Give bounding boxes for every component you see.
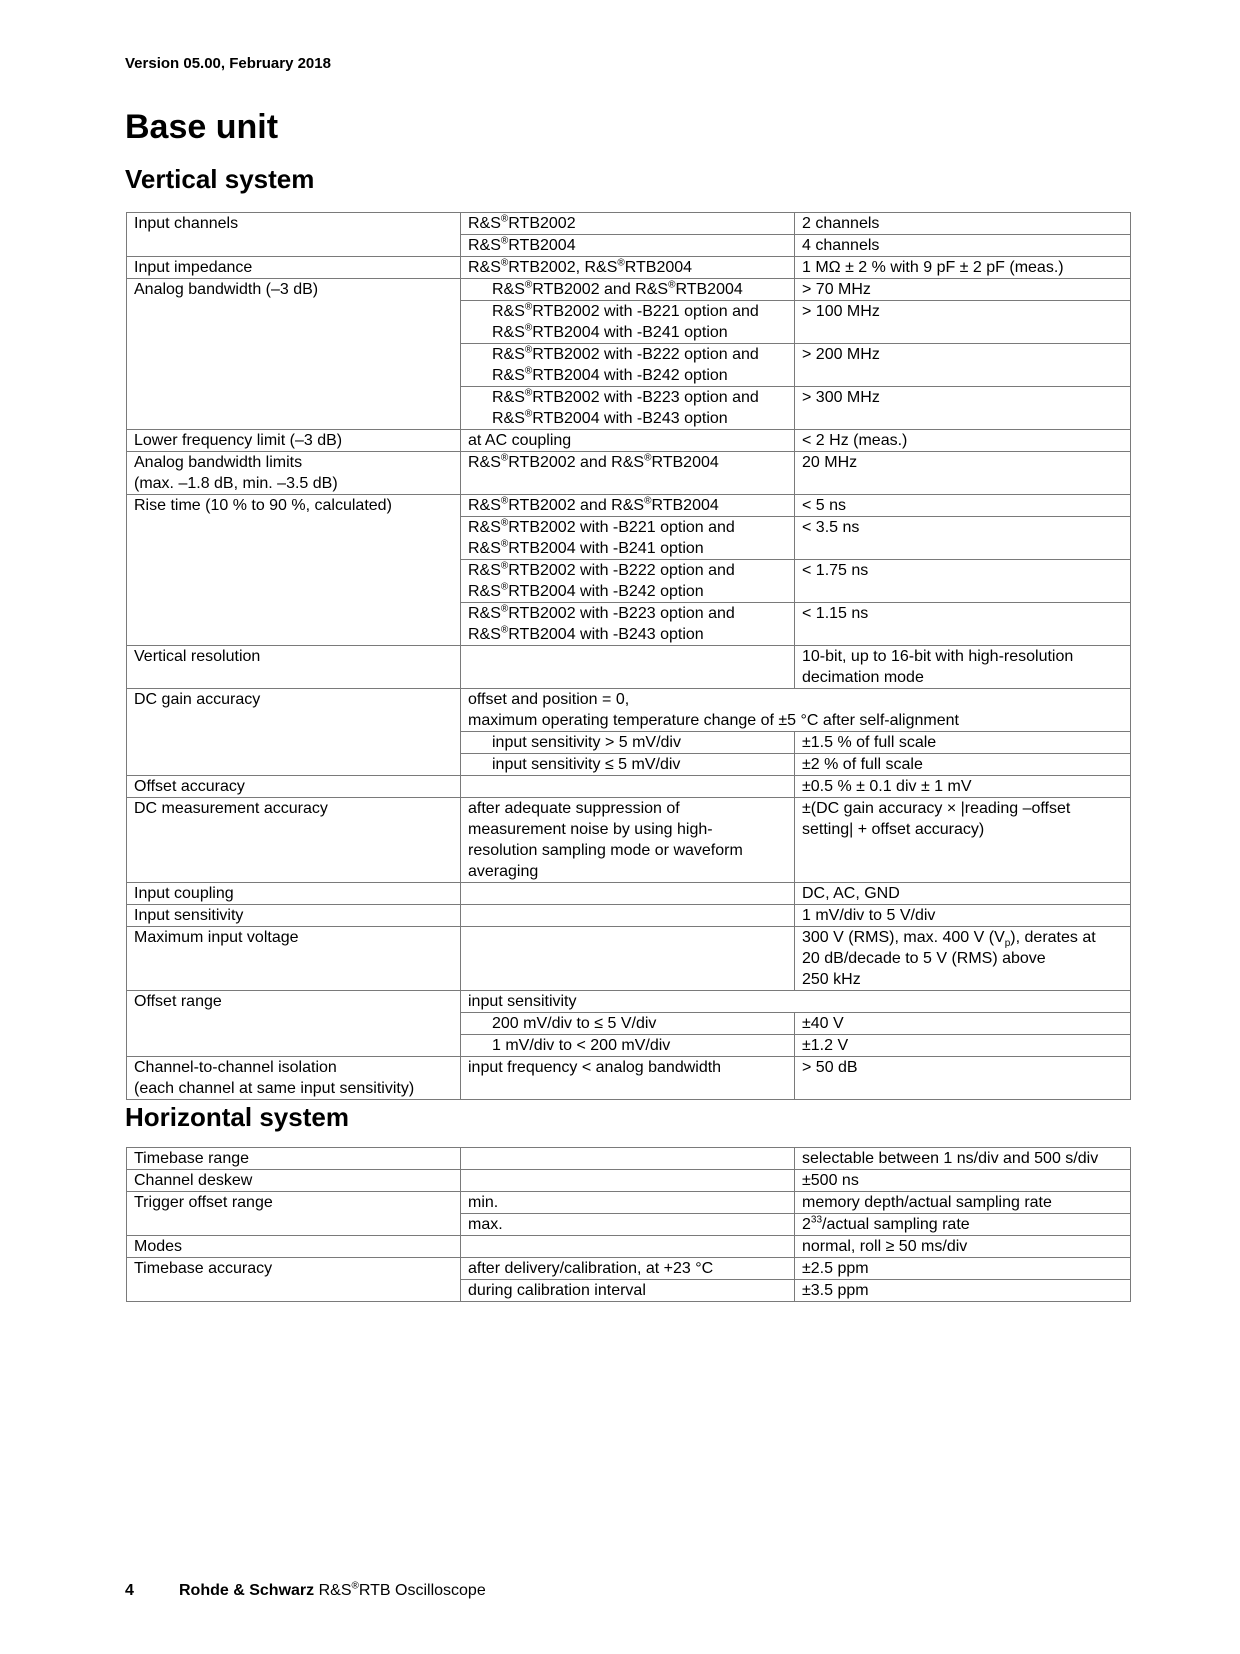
spec-label: Input coupling: [127, 883, 461, 905]
table-row: [127, 1013, 1131, 1035]
spec-label: DC measurement accuracy: [127, 798, 461, 883]
table-row: [127, 603, 1131, 646]
spec-condition: input sensitivity: [461, 991, 1131, 1013]
table-row: [127, 387, 1131, 430]
page-number: 4: [125, 1582, 134, 1599]
spec-value: 1 MΩ ± 2 % with 9 pF ± 2 pF (meas.): [795, 257, 1131, 279]
spec-condition: R&S®RTB2002 with -B221 option and R&S®RTB2004 with -B241 option: [461, 301, 795, 344]
spec-condition: after adequate suppression of measurement noise by using high- resolution sampling mode or waveform averaging: [461, 798, 795, 883]
spec-value: > 200 MHz: [795, 344, 1131, 387]
spec-condition: R&S®RTB2002, R&S®RTB2004: [461, 257, 795, 279]
spec-value: ±1.2 V: [795, 1035, 1131, 1057]
spec-value: selectable between 1 ns/div and 500 s/div: [795, 1148, 1131, 1170]
table-row: [127, 1192, 1131, 1214]
spec-condition: input sensitivity > 5 mV/div: [461, 732, 795, 754]
spec-condition: input frequency < analog bandwidth: [461, 1057, 795, 1100]
table-row: [127, 257, 1131, 279]
spec-condition: R&S®RTB2002 and R&S®RTB2004: [461, 279, 795, 301]
table-row: [127, 991, 1131, 1013]
vertical-system-heading: Vertical system: [125, 164, 315, 194]
spec-label: DC gain accuracy: [127, 689, 461, 732]
spec-label: Channel-to-channel isolation (each channel at same input sensitivity): [127, 1057, 461, 1100]
spec-value: normal, roll ≥ 50 ms/div: [795, 1236, 1131, 1258]
table-row: [127, 279, 1131, 301]
spec-label: Channel deskew: [127, 1170, 461, 1192]
spec-condition: max.: [461, 1214, 795, 1236]
page-title: Base unit: [125, 108, 279, 146]
spec-condition: R&S®RTB2002 with -B222 option and R&S®RTB2004 with -B242 option: [461, 344, 795, 387]
table-row: [127, 883, 1131, 905]
spec-condition: R&S®RTB2004: [461, 235, 795, 257]
spec-label: Input sensitivity: [127, 905, 461, 927]
spec-label: Vertical resolution: [127, 646, 461, 689]
table-row: [127, 1148, 1131, 1170]
horizontal-system-heading: Horizontal system: [125, 1102, 349, 1132]
spec-value: ±(DC gain accuracy × |reading –offset setting| + offset accuracy): [795, 798, 1131, 883]
spec-value: 300 V (RMS), max. 400 V $(V_p)$, derates at 20 dB/decade to 5 V (RMS) above 250 kHz: [795, 927, 1131, 991]
footer-product: RTB Oscilloscope: [358, 1582, 486, 1599]
spec-label: Input channels: [127, 213, 461, 235]
spec-condition: R&S®RTB2002 and R&S®RTB2004: [461, 452, 795, 495]
spec-condition: offset and position = 0, maximum operating temperature change of ±5 °C after self-alignment: [461, 689, 1131, 732]
table-row: [127, 927, 1131, 991]
spec-label: Offset accuracy: [127, 776, 461, 798]
spec-condition: R&S®RTB2002 with -B223 option and R&S®RTB2004 with -B243 option: [461, 603, 795, 646]
spec-value: 1 mV/div to 5 V/div: [795, 905, 1131, 927]
spec-value: > 70 MHz: [795, 279, 1131, 301]
table-row: [127, 689, 1131, 732]
spec-condition: during calibration interval: [461, 1280, 795, 1302]
table-row: [127, 495, 1131, 517]
table-row: [127, 344, 1131, 387]
spec-label: Modes: [127, 1236, 461, 1258]
table-row: [127, 430, 1131, 452]
registered-mark: ®: [500, 213, 509, 225]
table-row: [127, 1170, 1131, 1192]
spec-condition: R&S®RTB2002 with -B223 option and R&S®RTB2004 with -B243 option: [461, 387, 795, 430]
spec-value: 20 MHz: [795, 452, 1131, 495]
spec-label: Timebase range: [127, 1148, 461, 1170]
table-row: [127, 1057, 1131, 1100]
spec-label: Maximum input voltage: [127, 927, 461, 991]
table-row: [127, 905, 1131, 927]
spec-label: Lower frequency limit (–3 dB): [127, 430, 461, 452]
spec-condition: after delivery/calibration, at +23 °C: [461, 1258, 795, 1280]
spec-value: ±0.5 % ± 0.1 div ± 1 mV: [795, 776, 1131, 798]
spec-value: ±2.5 ppm: [795, 1258, 1131, 1280]
table-row: [127, 754, 1131, 776]
table-row: [127, 732, 1131, 754]
spec-value: $2^{33}$/actual sampling rate: [795, 1214, 1131, 1236]
table-row: [127, 1236, 1131, 1258]
table-row: [127, 560, 1131, 603]
spec-condition: R&S®RTB2002 with -B221 option and R&S®RTB2004 with -B241 option: [461, 517, 795, 560]
spec-condition: R&S®RTB2002: [461, 213, 795, 235]
spec-condition: input sensitivity ≤ 5 mV/div: [461, 754, 795, 776]
table-row: [127, 452, 1131, 495]
spec-label: Offset range: [127, 991, 461, 1013]
spec-label: Timebase accuracy: [127, 1258, 461, 1280]
table-row: [127, 213, 1131, 235]
spec-value: < 2 Hz (meas.): [795, 430, 1131, 452]
footer-brand: Rohde & Schwarz: [179, 1582, 315, 1599]
vertical-system-table: [126, 212, 1131, 1100]
rs-prefix: R&S: [468, 215, 501, 232]
table-row: [127, 1280, 1131, 1302]
table-row: [127, 798, 1131, 883]
spec-value: ±3.5 ppm: [795, 1280, 1131, 1302]
spec-value: 10-bit, up to 16-bit with high-resolution decimation mode: [795, 646, 1131, 689]
table-row: [127, 646, 1131, 689]
table-row: [127, 1214, 1131, 1236]
spec-value: < 1.15 ns: [795, 603, 1131, 646]
spec-label: Input impedance: [127, 257, 461, 279]
spec-condition: 1 mV/div to < 200 mV/div: [461, 1035, 795, 1057]
version-line: Version 05.00, February 2018: [125, 55, 331, 72]
table-row: [127, 235, 1131, 257]
spec-value: DC, AC, GND: [795, 883, 1131, 905]
spec-value: > 50 dB: [795, 1057, 1131, 1100]
spec-label: Analog bandwidth (–3 dB): [127, 279, 461, 301]
spec-condition: 200 mV/div to ≤ 5 V/div: [461, 1013, 795, 1035]
spec-label: Analog bandwidth limits (max. –1.8 dB, min. –3.5 dB): [127, 452, 461, 495]
spec-value: ±500 ns: [795, 1170, 1131, 1192]
table-row: [127, 301, 1131, 344]
page-footer: 4 Rohde & Schwarz R&S®RTB Oscilloscope: [125, 1580, 486, 1599]
spec-value: < 5 ns: [795, 495, 1131, 517]
table-row: [127, 776, 1131, 798]
spec-value: > 300 MHz: [795, 387, 1131, 430]
spec-value: ±1.5 % of full scale: [795, 732, 1131, 754]
spec-label-cont: [127, 235, 461, 257]
table-row: [127, 1035, 1131, 1057]
spec-condition: min.: [461, 1192, 795, 1214]
spec-condition: R&S®RTB2002 and R&S®RTB2004: [461, 495, 795, 517]
table-row: [127, 1258, 1131, 1280]
spec-value: ±40 V: [795, 1013, 1131, 1035]
spec-label: Rise time (10 % to 90 %, calculated): [127, 495, 461, 517]
spec-value: 2 channels: [795, 213, 1131, 235]
spec-value: < 1.75 ns: [795, 560, 1131, 603]
spec-value: 4 channels: [795, 235, 1131, 257]
spec-condition: at AC coupling: [461, 430, 795, 452]
spec-value: > 100 MHz: [795, 301, 1131, 344]
spec-value: < 3.5 ns: [795, 517, 1131, 560]
spec-value: ±2 % of full scale: [795, 754, 1131, 776]
spec-condition: R&S®RTB2002 with -B222 option and R&S®RTB2004 with -B242 option: [461, 560, 795, 603]
spec-value: memory depth/actual sampling rate: [795, 1192, 1131, 1214]
horizontal-system-table: [126, 1147, 1131, 1302]
spec-label: Trigger offset range: [127, 1192, 461, 1214]
table-row: [127, 517, 1131, 560]
